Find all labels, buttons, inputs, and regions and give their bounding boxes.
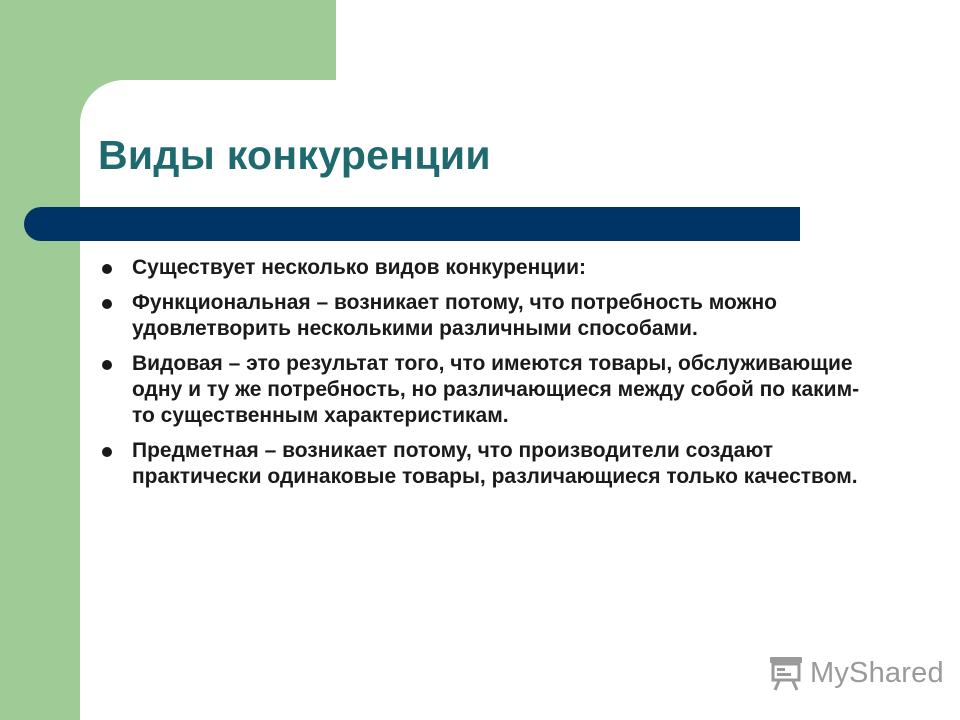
- bullet-text: Функциональная – возникает потому, что потребность можно удовлетворить несколькими различными способами.: [132, 291, 778, 340]
- bullet-list: [96, 255, 866, 499]
- slide-title: Виды конкуренции: [98, 132, 491, 178]
- bullet-text: Предметная – возникает потому, что производители создают практически одинаковые товары, различающиеся только качеством.: [132, 439, 858, 488]
- bullet-item: [96, 290, 866, 342]
- bullet-item: [96, 351, 866, 429]
- bullet-item: [96, 255, 866, 281]
- bullet-icon: [102, 447, 112, 457]
- bullet-icon: [102, 299, 112, 309]
- bullet-text: Видовая – это результат того, что имеются товары, обслуживающие одну и ту же потребность, но различающиеся между собой по каким-то существенным характеристикам.: [132, 352, 860, 427]
- presentation-board-icon: [766, 653, 806, 693]
- bullet-item: [96, 438, 866, 490]
- watermark-text: MyShared: [810, 656, 944, 689]
- bullet-icon: [102, 360, 112, 370]
- myshared-watermark: [766, 653, 944, 693]
- bullet-icon: [102, 264, 112, 274]
- bullet-text: Существует несколько видов конкуренции:: [132, 256, 586, 279]
- title-underline-bar: [24, 207, 800, 241]
